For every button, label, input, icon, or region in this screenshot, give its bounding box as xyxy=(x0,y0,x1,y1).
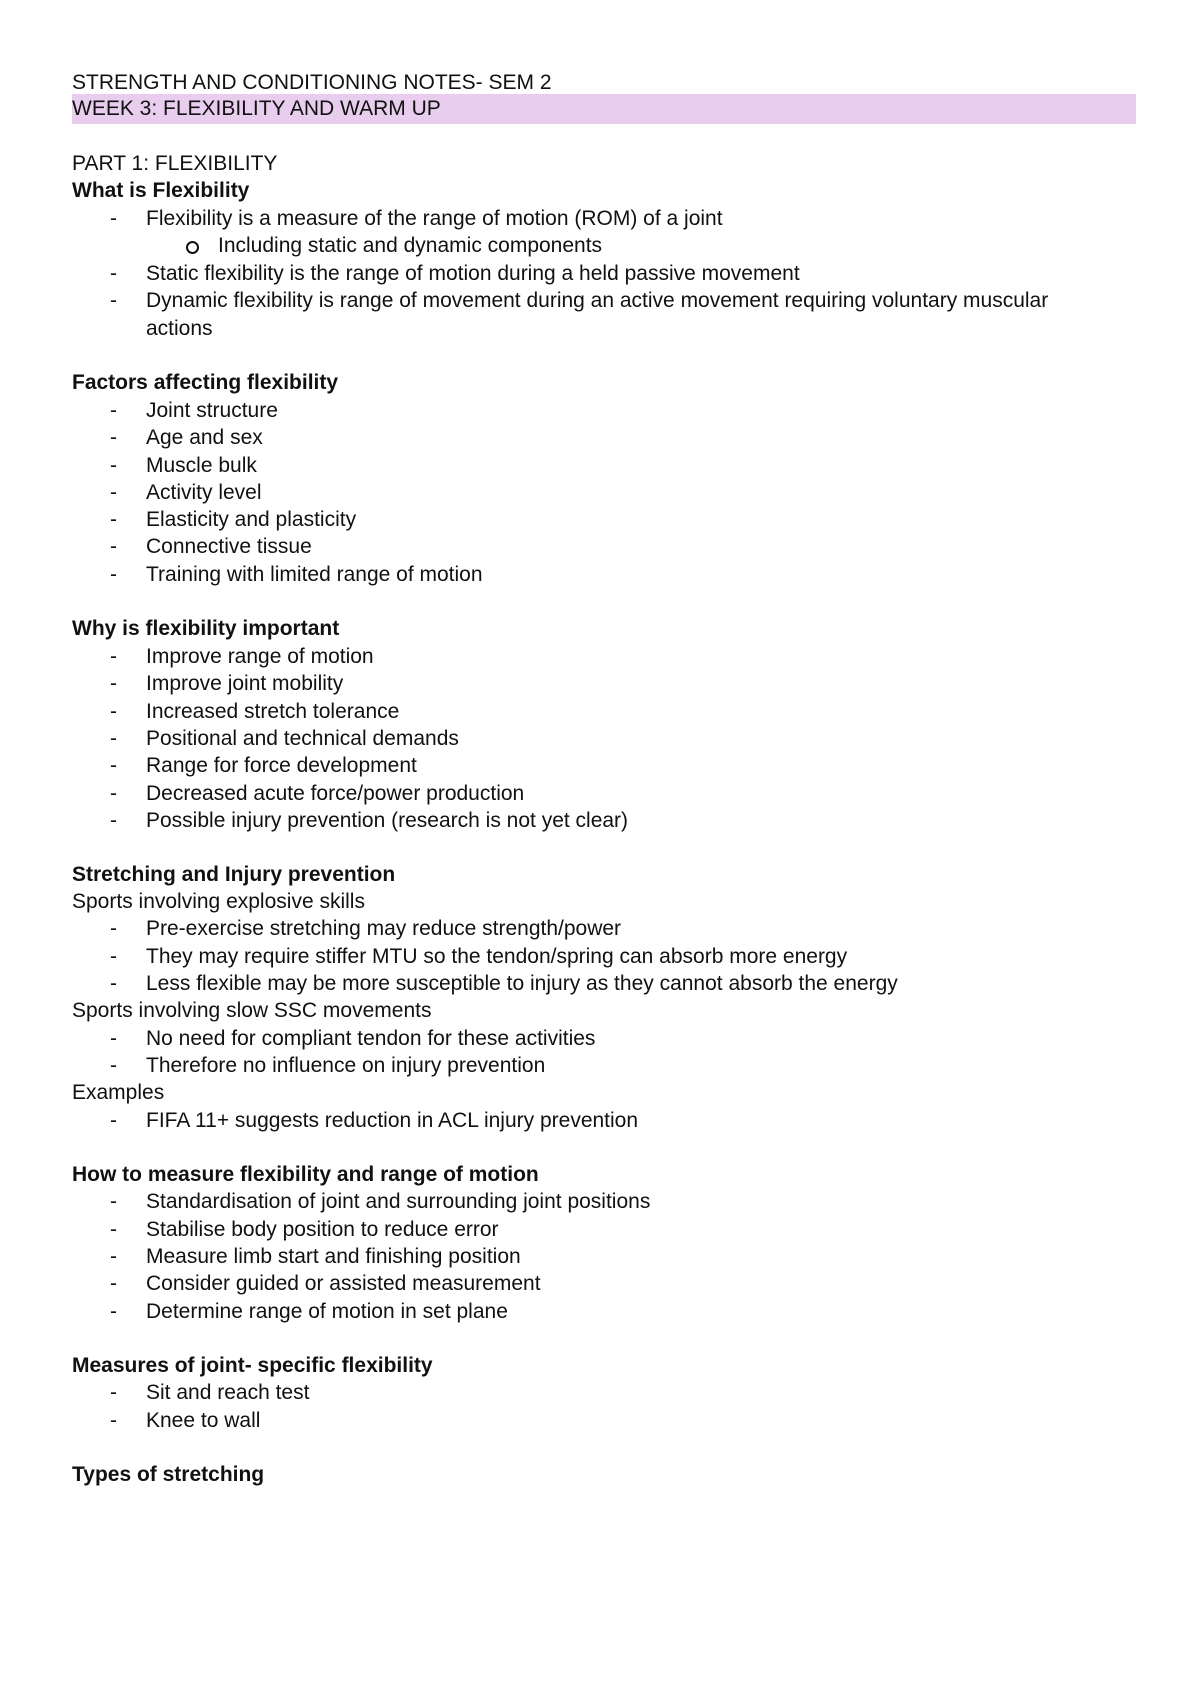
bullet-dash: - xyxy=(110,1190,117,1213)
bullet-dash: - xyxy=(110,1409,117,1432)
bullet-dash: - xyxy=(110,700,117,723)
bullet-dash: - xyxy=(110,262,117,285)
bullet-dash: - xyxy=(110,426,117,449)
list-item: Increased stretch tolerance xyxy=(146,700,400,723)
list-item: FIFA 11+ suggests reduction in ACL injury prevention xyxy=(146,1109,639,1132)
bullet-dash: - xyxy=(110,207,117,230)
list-item: Dynamic flexibility is range of movement during an active movement requiring voluntary muscular xyxy=(146,289,1049,312)
bullet-dash: - xyxy=(110,1245,117,1268)
list-item: Pre-exercise stretching may reduce strength/power xyxy=(146,917,622,940)
document-title: STRENGTH AND CONDITIONING NOTES- SEM 2 xyxy=(72,71,552,94)
list-item: Improve joint mobility xyxy=(146,672,344,695)
sub-list-item: Including static and dynamic components xyxy=(218,234,603,257)
part-heading: PART 1: FLEXIBILITY xyxy=(72,152,278,175)
bullet-dash: - xyxy=(110,1300,117,1323)
section-heading-joint-measures: Measures of joint- specific flexibility xyxy=(72,1354,433,1377)
list-item: Determine range of motion in set plane xyxy=(146,1300,508,1323)
bullet-dash: - xyxy=(110,645,117,668)
bullet-dash: - xyxy=(110,1272,117,1295)
list-item-continuation: actions xyxy=(146,317,213,340)
bullet-dash: - xyxy=(110,399,117,422)
bullet-dash: - xyxy=(110,1054,117,1077)
subgroup-label: Sports involving explosive skills xyxy=(72,890,365,913)
section-heading-factors: Factors affecting flexibility xyxy=(72,371,339,394)
list-item: Joint structure xyxy=(146,399,278,422)
section-heading-types: Types of stretching xyxy=(72,1463,265,1486)
bullet-dash: - xyxy=(110,1381,117,1404)
bullet-dash: - xyxy=(110,563,117,586)
bullet-dash: - xyxy=(110,508,117,531)
bullet-dash: - xyxy=(110,1027,117,1050)
list-item: Muscle bulk xyxy=(146,454,257,477)
bullet-dash: - xyxy=(110,1109,117,1132)
list-item: Knee to wall xyxy=(146,1409,261,1432)
bullet-dash: - xyxy=(110,1218,117,1241)
list-item: Static flexibility is the range of motion during a held passive movement xyxy=(146,262,800,285)
list-item: Sit and reach test xyxy=(146,1381,310,1404)
circle-bullet-icon xyxy=(186,241,199,254)
bullet-dash: - xyxy=(110,809,117,832)
list-item: Stabilise body position to reduce error xyxy=(146,1218,499,1241)
list-item: Age and sex xyxy=(146,426,263,449)
list-item: Elasticity and plasticity xyxy=(146,508,357,531)
subgroup-label: Sports involving slow SSC movements xyxy=(72,999,432,1022)
list-item: They may require stiffer MTU so the tendon/spring can absorb more energy xyxy=(146,945,848,968)
list-item: Connective tissue xyxy=(146,535,312,558)
list-item: Positional and technical demands xyxy=(146,727,459,750)
list-item: Consider guided or assisted measurement xyxy=(146,1272,541,1295)
bullet-dash: - xyxy=(110,535,117,558)
section-heading-what-is: What is Flexibility xyxy=(72,179,250,202)
bullet-dash: - xyxy=(110,672,117,695)
list-item: Improve range of motion xyxy=(146,645,374,668)
list-item: Measure limb start and finishing position xyxy=(146,1245,521,1268)
list-item: Flexibility is a measure of the range of motion (ROM) of a joint xyxy=(146,207,723,230)
bullet-dash: - xyxy=(110,917,117,940)
list-item: Possible injury prevention (research is not yet clear) xyxy=(146,809,629,832)
list-item: Activity level xyxy=(146,481,262,504)
list-item: Range for force development xyxy=(146,754,417,777)
section-heading-stretching-injury: Stretching and Injury prevention xyxy=(72,863,396,886)
section-heading-why: Why is flexibility important xyxy=(72,617,340,640)
bullet-dash: - xyxy=(110,782,117,805)
list-item: No need for compliant tendon for these activities xyxy=(146,1027,596,1050)
bullet-dash: - xyxy=(110,727,117,750)
bullet-dash: - xyxy=(110,454,117,477)
bullet-dash: - xyxy=(110,972,117,995)
bullet-dash: - xyxy=(110,289,117,312)
section-heading-measure: How to measure flexibility and range of motion xyxy=(72,1163,539,1186)
bullet-dash: - xyxy=(110,945,117,968)
bullet-dash: - xyxy=(110,481,117,504)
bullet-dash: - xyxy=(110,754,117,777)
list-item: Therefore no influence on injury prevention xyxy=(146,1054,546,1077)
subgroup-label: Examples xyxy=(72,1081,165,1104)
list-item: Standardisation of joint and surrounding joint positions xyxy=(146,1190,651,1213)
list-item: Less flexible may be more susceptible to injury as they cannot absorb the energy xyxy=(146,972,898,995)
list-item: Training with limited range of motion xyxy=(146,563,483,586)
week-heading: WEEK 3: FLEXIBILITY AND WARM UP xyxy=(72,94,1136,124)
list-item: Decreased acute force/power production xyxy=(146,782,525,805)
